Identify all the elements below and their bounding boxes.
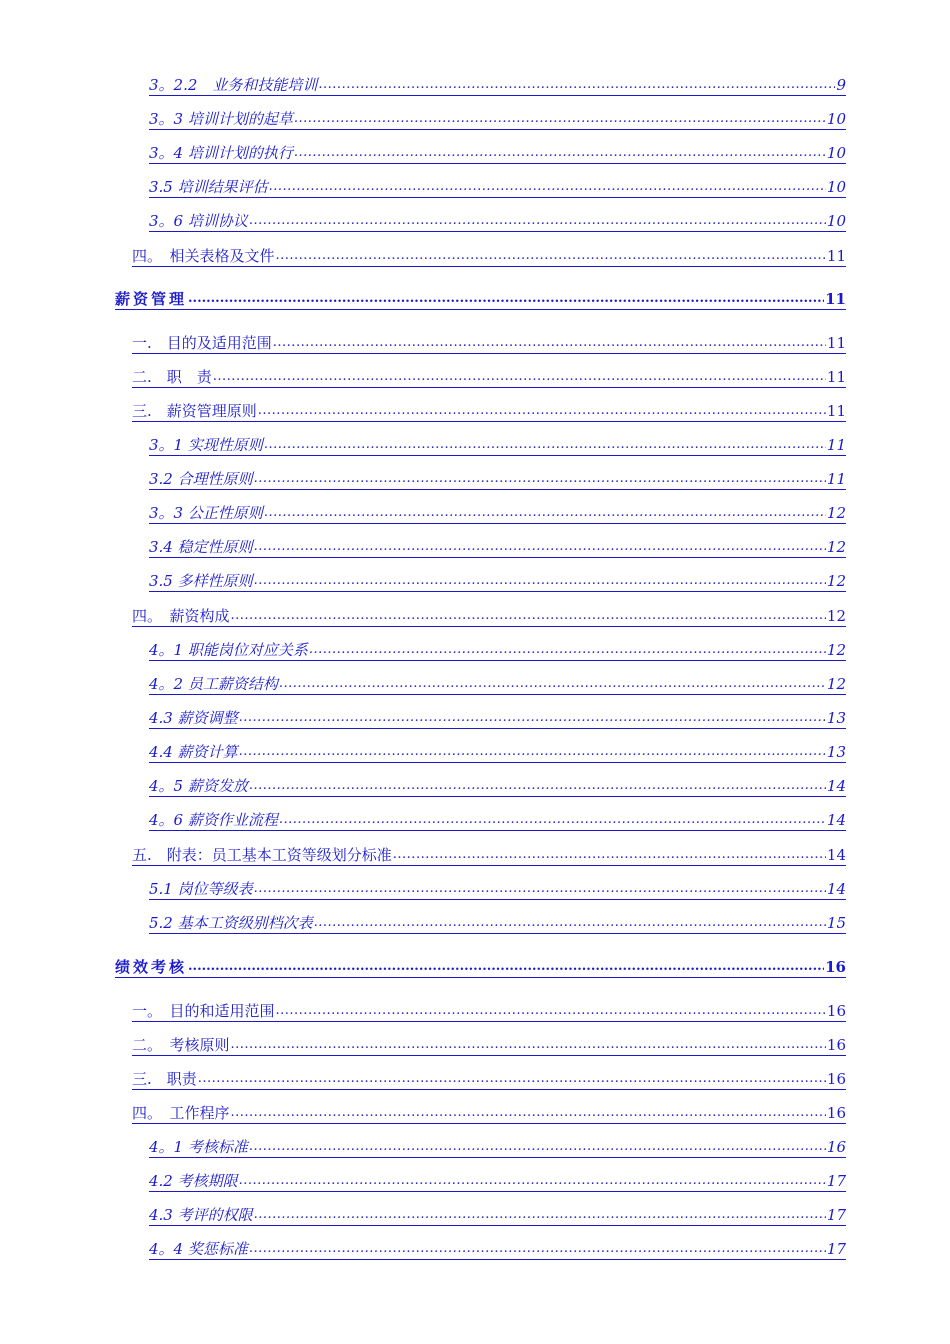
toc-page-number: 17 bbox=[826, 1206, 846, 1224]
toc-subsection-link[interactable] bbox=[149, 76, 846, 96]
toc-subsection-link[interactable] bbox=[149, 743, 846, 763]
toc-entry-title: 3。2.2 业务和技能培训 bbox=[149, 76, 318, 94]
toc-subsection-link[interactable] bbox=[149, 144, 846, 164]
dot-leader bbox=[249, 777, 826, 795]
toc-entry-title: 薪资管理 bbox=[115, 290, 188, 308]
dot-leader bbox=[309, 641, 826, 659]
toc-subsection-link[interactable] bbox=[149, 1206, 846, 1226]
toc-section-link[interactable] bbox=[132, 402, 846, 422]
dot-leader bbox=[269, 178, 826, 196]
dot-leader bbox=[249, 212, 826, 230]
toc-entry-title: 3。3 公正性原则 bbox=[149, 504, 263, 522]
dot-leader bbox=[264, 504, 826, 522]
dot-leader bbox=[239, 709, 826, 727]
dot-leader bbox=[279, 675, 826, 693]
toc-subsection-link[interactable] bbox=[149, 811, 846, 831]
toc-entry-title: 4.4 薪资计算 bbox=[149, 743, 238, 761]
toc-subsection-link[interactable] bbox=[149, 777, 846, 797]
toc-page-number: 16 bbox=[826, 1070, 846, 1088]
toc-page-number: 17 bbox=[826, 1240, 846, 1258]
toc-page-number: 11 bbox=[826, 334, 846, 352]
dot-leader bbox=[273, 334, 826, 352]
toc-entry-title: 二. 职 责 bbox=[132, 368, 212, 386]
toc-section-link[interactable] bbox=[132, 334, 846, 354]
toc-entry-title: 4。6 薪资作业流程 bbox=[149, 811, 278, 829]
toc-entry-title: 4.3 薪资调整 bbox=[149, 709, 238, 727]
dot-leader bbox=[279, 811, 826, 829]
toc-entry-title: 3。6 培训协议 bbox=[149, 212, 248, 230]
toc-section-link[interactable] bbox=[132, 607, 846, 627]
dot-leader bbox=[249, 1138, 826, 1156]
toc-page-number: 12 bbox=[826, 607, 846, 625]
toc-subsection-link[interactable] bbox=[149, 178, 846, 198]
dot-leader bbox=[294, 144, 826, 162]
dot-leader bbox=[213, 368, 826, 386]
toc-subsection-link[interactable] bbox=[149, 538, 846, 558]
toc-page-number: 16 bbox=[825, 958, 846, 976]
toc-entry-title: 绩效考核 bbox=[115, 958, 188, 976]
toc-page-number: 16 bbox=[826, 1104, 846, 1122]
toc-entry-title: 4.2 考核期限 bbox=[149, 1172, 238, 1190]
toc-section-link[interactable] bbox=[132, 846, 846, 866]
dot-leader bbox=[254, 538, 826, 556]
toc-entry-title: 4。2 员工薪资结构 bbox=[149, 675, 278, 693]
toc-subsection-link[interactable] bbox=[149, 641, 846, 661]
toc-subsection-link[interactable] bbox=[149, 709, 846, 729]
dot-leader bbox=[231, 1104, 826, 1122]
toc-subsection-link[interactable] bbox=[149, 572, 846, 592]
toc-subsection-link[interactable] bbox=[149, 110, 846, 130]
toc-subsection-link[interactable] bbox=[149, 436, 846, 456]
toc-entry-title: 五. 附表：员工基本工资等级划分标准 bbox=[132, 846, 392, 864]
toc-page-number: 10 bbox=[826, 110, 846, 128]
toc-subsection-link[interactable] bbox=[149, 1240, 846, 1260]
toc-page-number: 13 bbox=[826, 709, 846, 727]
toc-subsection-link[interactable] bbox=[149, 504, 846, 524]
toc-page-number: 14 bbox=[826, 880, 846, 898]
dot-leader bbox=[188, 958, 824, 976]
dot-leader bbox=[318, 76, 835, 94]
toc-entry-title: 3。4 培训计划的执行 bbox=[149, 144, 293, 162]
toc-entry-title: 4.3 考评的权限 bbox=[149, 1206, 253, 1224]
dot-leader bbox=[198, 1070, 826, 1088]
toc-page-number: 10 bbox=[826, 178, 846, 196]
toc-chapter-link[interactable] bbox=[115, 290, 846, 310]
toc-subsection-link[interactable] bbox=[149, 914, 846, 934]
toc-page-number: 11 bbox=[825, 290, 846, 308]
toc-page-number: 12 bbox=[826, 538, 846, 556]
dot-leader bbox=[264, 436, 826, 454]
toc-entry-title: 二。 考核原则 bbox=[132, 1036, 230, 1054]
toc-entry-title: 四。 工作程序 bbox=[132, 1104, 230, 1122]
toc-page-number: 15 bbox=[826, 914, 846, 932]
dot-leader bbox=[254, 880, 826, 898]
toc-entry-title: 5.1 岗位等级表 bbox=[149, 880, 253, 898]
toc-entry-title: 4。1 职能岗位对应关系 bbox=[149, 641, 308, 659]
toc-page-number: 9 bbox=[836, 76, 846, 94]
toc-subsection-link[interactable] bbox=[149, 1138, 846, 1158]
toc-entry-title: 一. 目的及适用范围 bbox=[132, 334, 272, 352]
toc-entry-title: 3。1 实现性原则 bbox=[149, 436, 263, 454]
toc-page-number: 16 bbox=[826, 1002, 846, 1020]
toc-subsection-link[interactable] bbox=[149, 1172, 846, 1192]
toc-entry-title: 3。3 培训计划的起草 bbox=[149, 110, 293, 128]
toc-page-number: 10 bbox=[826, 144, 846, 162]
dot-leader bbox=[239, 743, 826, 761]
dot-leader bbox=[231, 607, 826, 625]
toc-page-number: 17 bbox=[826, 1172, 846, 1190]
toc-subsection-link[interactable] bbox=[149, 880, 846, 900]
toc-page-number: 14 bbox=[826, 777, 846, 795]
toc-entry-title: 3.5 培训结果评估 bbox=[149, 178, 268, 196]
toc-section-link[interactable] bbox=[132, 247, 846, 267]
toc-section-link[interactable] bbox=[132, 1070, 846, 1090]
toc-page-number: 11 bbox=[826, 436, 846, 454]
dot-leader bbox=[239, 1172, 826, 1190]
toc-entry-title: 5.2 基本工资级别档次表 bbox=[149, 914, 313, 932]
dot-leader bbox=[294, 110, 826, 128]
toc-section-link[interactable] bbox=[132, 1104, 846, 1124]
dot-leader bbox=[314, 914, 826, 932]
dot-leader bbox=[231, 1036, 826, 1054]
toc-page-number: 12 bbox=[826, 675, 846, 693]
dot-leader bbox=[254, 572, 826, 590]
toc-page-number: 12 bbox=[826, 572, 846, 590]
dot-leader bbox=[258, 402, 826, 420]
toc-page-number: 14 bbox=[826, 811, 846, 829]
toc-page-number: 16 bbox=[826, 1036, 846, 1054]
toc-page-number: 16 bbox=[826, 1138, 846, 1156]
dot-leader bbox=[276, 1002, 826, 1020]
dot-leader bbox=[249, 1240, 826, 1258]
toc-entry-title: 三. 薪资管理原则 bbox=[132, 402, 257, 420]
dot-leader bbox=[276, 247, 826, 265]
toc-entry-title: 四。 薪资构成 bbox=[132, 607, 230, 625]
toc-section-link[interactable] bbox=[132, 368, 846, 388]
dot-leader bbox=[254, 470, 826, 488]
toc-page-number: 10 bbox=[826, 212, 846, 230]
toc-entry-title: 一。 目的和适用范围 bbox=[132, 1002, 275, 1020]
toc-page-number: 12 bbox=[826, 641, 846, 659]
dot-leader bbox=[393, 846, 826, 864]
toc-entry-title: 4。1 考核标准 bbox=[149, 1138, 248, 1156]
toc-page-number: 11 bbox=[826, 247, 846, 265]
toc-subsection-link[interactable] bbox=[149, 675, 846, 695]
toc-subsection-link[interactable] bbox=[149, 212, 846, 232]
toc-entry-title: 三. 职责 bbox=[132, 1070, 197, 1088]
toc-entry-title: 4。5 薪资发放 bbox=[149, 777, 248, 795]
dot-leader bbox=[188, 290, 824, 308]
toc-entry-title: 四。 相关表格及文件 bbox=[132, 247, 275, 265]
toc-page-number: 14 bbox=[826, 846, 846, 864]
toc-entry-title: 3.4 稳定性原则 bbox=[149, 538, 253, 556]
toc-section-link[interactable] bbox=[132, 1002, 846, 1022]
toc-entry-title: 3.5 多样性原则 bbox=[149, 572, 253, 590]
dot-leader bbox=[254, 1206, 826, 1224]
toc-page-number: 12 bbox=[826, 504, 846, 522]
toc-chapter-link[interactable] bbox=[115, 958, 846, 978]
toc-section-link[interactable] bbox=[132, 1036, 846, 1056]
toc-entry-title: 4。4 奖惩标准 bbox=[149, 1240, 248, 1258]
toc-page-number: 11 bbox=[826, 368, 846, 386]
toc-entry-title: 3.2 合理性原则 bbox=[149, 470, 253, 488]
toc-page-number: 11 bbox=[826, 402, 846, 420]
toc-subsection-link[interactable] bbox=[149, 470, 846, 490]
toc-page-number: 13 bbox=[826, 743, 846, 761]
toc-page-number: 11 bbox=[826, 470, 846, 488]
